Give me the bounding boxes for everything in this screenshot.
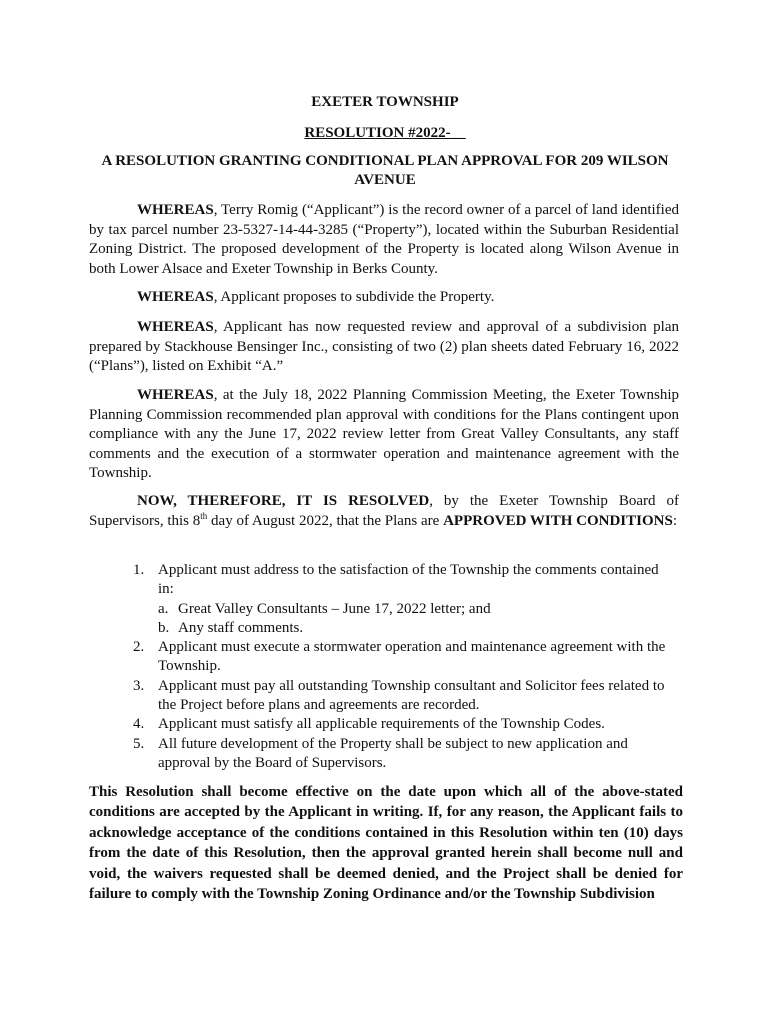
whereas-lead: WHEREAS xyxy=(137,387,214,403)
list-number: 1. xyxy=(133,562,145,578)
sub-list-item xyxy=(133,619,673,638)
sub-list-item xyxy=(133,600,673,619)
list-item xyxy=(133,677,673,716)
whereas-lead: WHEREAS xyxy=(137,319,214,335)
list-item-text: Applicant must execute a stormwater operation and maintenance agreement with the Township. xyxy=(158,639,666,675)
sub-list-letter: a. xyxy=(158,600,169,617)
whereas-text: , Terry Romig (“Applicant”) is the record owner of a parcel of land identified by tax parcel number 23-5327-14-44-3285 (“Property”), located within the Suburban Residential Zoning District. The proposed development of the Property is located along Wilson Avenue in both Lower Alsace and Exeter Township in Berks County. xyxy=(89,202,679,277)
whereas-paragraph-2 xyxy=(89,288,679,308)
list-item xyxy=(133,638,673,677)
list-item-text: Applicant must pay all outstanding Township consultant and Solicitor fees related to the Project before plans and agreements are recorded. xyxy=(158,677,665,714)
list-item xyxy=(133,735,673,774)
whereas-text: , Applicant proposes to subdivide the Property. xyxy=(213,289,495,305)
resolved-colon: : xyxy=(672,512,678,529)
approved-with-conditions: APPROVED WITH CONDITIONS xyxy=(443,512,673,529)
list-item-text: Applicant must address to the satisfaction of the Township the comments contained in: xyxy=(158,562,659,598)
resolved-text: , by the Exeter Township Board of Supervisors, this 8 xyxy=(89,493,679,529)
list-number: 3. xyxy=(133,677,145,694)
list-number: 2. xyxy=(133,639,145,656)
whereas-lead: WHEREAS xyxy=(137,202,214,218)
whereas-paragraph-1 xyxy=(89,201,679,279)
whereas-text: , Applicant has now requested review and approval of a subdivision plan prepared by Stackhouse Bensinger Inc., consisting of two (2) plan sheets dated February 16, 2022 (“Plans”), listed on Exhibit “A.” xyxy=(89,319,679,375)
closing-paragraph: This Resolution shall become effective on the date upon which all of the above-stated conditions are accepted by the Applicant in writing. If, for any reason, the Applicant fails to acknowledge acceptance of the conditions contained in this Resolution within ten (10) days from the date of this Resolution, then the approval granted herein shall become null and void, the waivers requested shall be deemed denied, and the Project shall be denied for failure to comply with the Township Zoning Ordinance and/or the Township Subdivision xyxy=(89,784,683,903)
whereas-lead: WHEREAS xyxy=(137,289,214,305)
list-item-text: Applicant must satisfy all applicable requirements of the Township Codes. xyxy=(158,716,605,733)
list-item-text: All future development of the Property shall be subject to new application and approval by the Board of Supervisors. xyxy=(158,735,628,771)
whereas-paragraph-4 xyxy=(89,386,679,484)
sub-list-text: Any staff comments. xyxy=(178,619,304,636)
whereas-paragraph-3 xyxy=(89,318,679,377)
resolved-text: day of August 2022, that the Plans are xyxy=(207,512,444,529)
sub-list-text: Great Valley Consultants – June 17, 2022 letter; and xyxy=(178,600,491,617)
resolved-lead: NOW, THEREFORE, IT IS RESOLVED xyxy=(137,493,430,509)
township-heading: EXETER TOWNSHIP xyxy=(311,94,459,110)
list-number: 5. xyxy=(133,735,145,752)
resolution-number: RESOLUTION #2022-__ xyxy=(304,125,466,141)
ordinal-suffix: th xyxy=(200,510,208,521)
list-number: 4. xyxy=(133,716,145,733)
resolved-paragraph xyxy=(89,492,679,531)
whereas-text: , at the July 18, 2022 Planning Commission Meeting, the Exeter Township Planning Commission recommended plan approval with conditions for the Plans contingent upon compliance with any the June 17, 2022 review letter from Great Valley Consultants, any staff comments and the execution of a stormwater operation and maintenance agreement with the Township. xyxy=(89,387,679,482)
list-item xyxy=(133,561,673,600)
list-item xyxy=(133,715,673,734)
conditions-list xyxy=(133,561,673,773)
sub-list-letter: b. xyxy=(158,619,170,636)
resolution-title: A RESOLUTION GRANTING CONDITIONAL PLAN APPROVAL FOR 209 WILSON AVENUE xyxy=(101,153,669,188)
